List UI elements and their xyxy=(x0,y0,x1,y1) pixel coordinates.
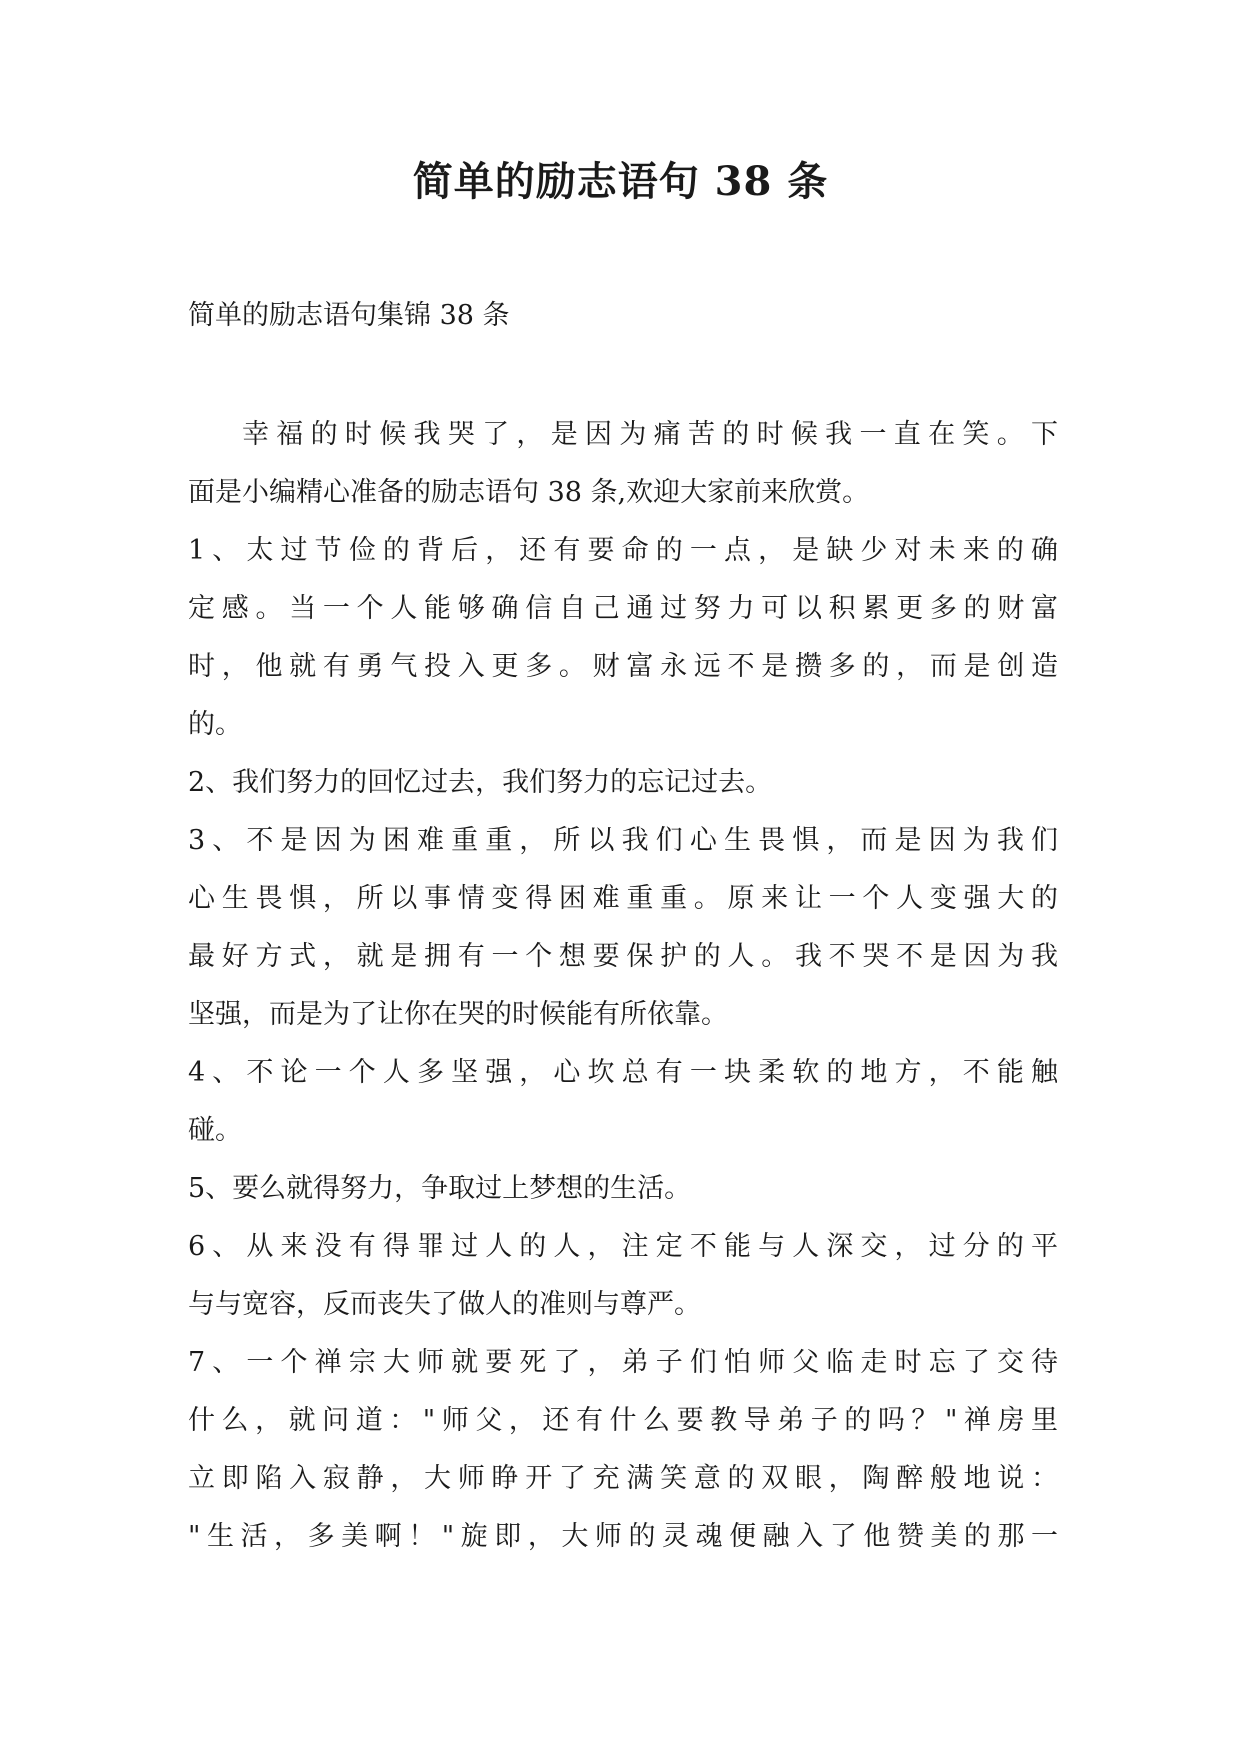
text-line: 碰。 xyxy=(188,1115,242,1146)
text-line: 什么，就问道："师父，还有什么要教导弟子的吗？"禅房里 xyxy=(188,1405,1058,1436)
document-title: 简单的励志语句 38 条 xyxy=(412,158,829,205)
text-line: 5、要么就得努力，争取过上梦想的生活。 xyxy=(188,1173,692,1204)
document-body xyxy=(188,406,1058,1566)
text-line: 坚强，而是为了让你在哭的时候能有所依靠。 xyxy=(188,999,728,1030)
text-line: 立即陷入寂静，大师睁开了充满笑意的双眼，陶醉般地说： xyxy=(188,1463,1058,1494)
text-line: 1、太过节俭的背后，还有要命的一点，是缺少对未来的确 xyxy=(188,535,1058,566)
text-line: 心生畏惧，所以事情变得困难重重。原来让一个人变强大的 xyxy=(188,883,1058,914)
text-line: 3、不是因为困难重重，所以我们心生畏惧，而是因为我们 xyxy=(188,825,1058,856)
text-line: 时，他就有勇气投入更多。财富永远不是攒多的，而是创造 xyxy=(188,651,1058,682)
text-line: 的。 xyxy=(188,709,242,740)
text-line: 7、一个禅宗大师就要死了，弟子们怕师父临走时忘了交待 xyxy=(188,1347,1058,1378)
text-line: 与与宽容，反而丧失了做人的准则与尊严。 xyxy=(188,1289,701,1320)
text-line: 4、不论一个人多坚强，心坎总有一块柔软的地方，不能触 xyxy=(188,1057,1058,1088)
document-subtitle: 简单的励志语句集锦 38 条 xyxy=(188,300,510,331)
text-line: 6、从来没有得罪过人的人，注定不能与人深交，过分的平 xyxy=(188,1231,1058,1262)
text-line: 幸福的时候我哭了，是因为痛苦的时候我一直在笑。下 xyxy=(242,419,1058,450)
text-line: 面是小编精心准备的励志语句 38 条,欢迎大家前来欣赏。 xyxy=(188,477,870,508)
text-line: 定感。当一个人能够确信自己通过努力可以积累更多的财富 xyxy=(188,593,1058,624)
text-line: "生活，多美啊！"旋即，大师的灵魂便融入了他赞美的那一 xyxy=(188,1521,1058,1552)
text-line: 最好方式，就是拥有一个想要保护的人。我不哭不是因为我 xyxy=(188,941,1058,972)
text-line: 2、我们努力的回忆过去，我们努力的忘记过去。 xyxy=(188,767,773,798)
